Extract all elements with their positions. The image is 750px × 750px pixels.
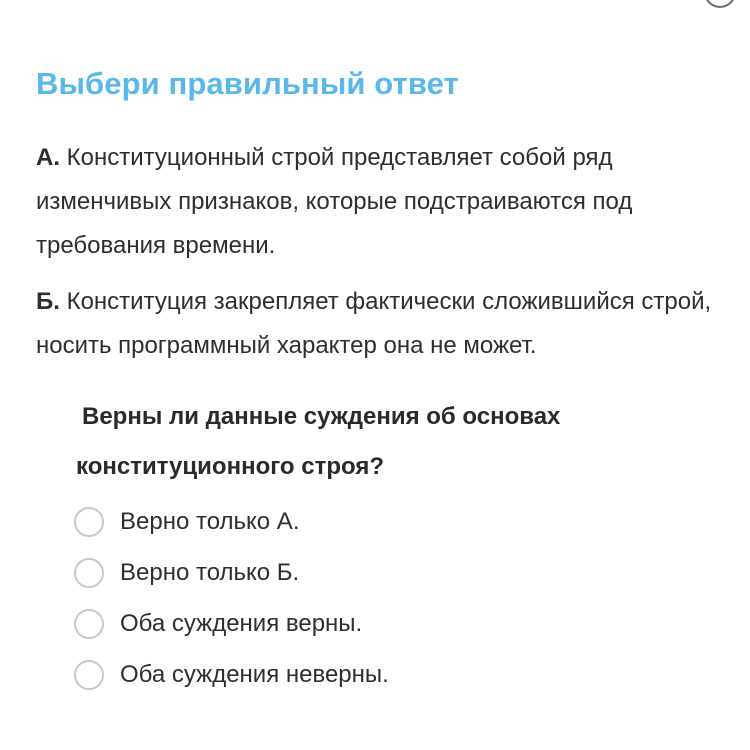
radio-button[interactable] — [74, 558, 104, 588]
option-label: Верно только А. — [120, 507, 300, 535]
statement-b-text: Конституция закрепляет фактически сложившийся строй, носить программный характер она не может. — [36, 288, 712, 359]
radio-button[interactable] — [74, 507, 104, 537]
statement-a — [36, 136, 726, 268]
statement-b-letter: Б. — [36, 288, 60, 315]
question-text — [76, 392, 696, 492]
option-label: Оба суждения верны. — [120, 609, 363, 637]
statement-a-letter: А. — [36, 144, 60, 171]
option-2[interactable] — [74, 547, 389, 598]
close-button[interactable] — [704, 0, 736, 8]
option-3[interactable] — [74, 598, 389, 649]
statement-b — [36, 280, 726, 368]
page-title: Выбери правильный ответ — [36, 66, 459, 101]
answer-options — [74, 496, 389, 700]
radio-button[interactable] — [74, 660, 104, 690]
radio-button[interactable] — [74, 609, 104, 639]
statement-a-text: Конституционный строй представляет собой ряд изменчивых признаков, которые подстраиваются под требования времени. — [36, 144, 633, 259]
option-1[interactable] — [74, 496, 389, 547]
question-line-1: Верны ли данные суждения об основах — [82, 403, 561, 430]
question-line-2: конституционного строя? — [76, 453, 385, 480]
option-4[interactable] — [74, 649, 389, 700]
option-label: Оба суждения неверны. — [120, 660, 389, 688]
option-label: Верно только Б. — [120, 558, 300, 586]
